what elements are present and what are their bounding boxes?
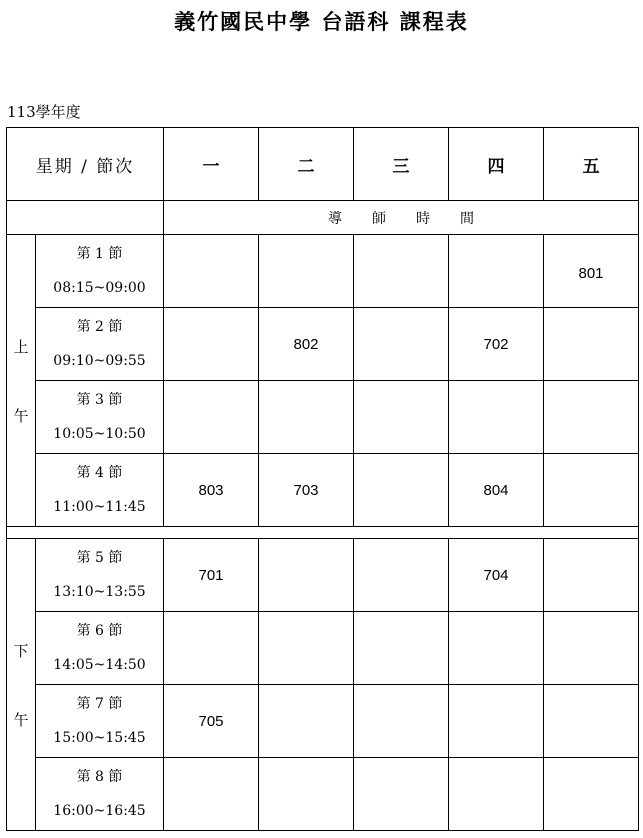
class-cell: [449, 235, 544, 308]
class-cell: [449, 381, 544, 454]
class-cell: [259, 381, 354, 454]
noon-separator: [7, 527, 639, 539]
period-row: [7, 539, 639, 612]
day-mon: 一: [164, 128, 259, 201]
class-cell: [259, 758, 354, 831]
class-cell: 703: [259, 454, 354, 527]
period-row: [7, 381, 639, 454]
period-row: [7, 685, 639, 758]
class-cell: [354, 308, 449, 381]
period-row: [7, 612, 639, 685]
class-cell: 801: [544, 235, 639, 308]
period-cell: 第 4 節 11:00~11:45: [36, 454, 164, 527]
class-cell: [449, 758, 544, 831]
period-row: [7, 308, 639, 381]
class-cell: [544, 308, 639, 381]
class-cell: [354, 539, 449, 612]
period-row: [7, 454, 639, 527]
class-cell: [354, 235, 449, 308]
period-cell: 第 3 節 10:05~10:50: [36, 381, 164, 454]
afternoon-label: 下 午: [7, 539, 36, 831]
tutor-row-blank: [7, 201, 164, 235]
class-cell: [354, 612, 449, 685]
class-cell: [259, 235, 354, 308]
class-cell: 802: [259, 308, 354, 381]
school-year-label: 113學年度: [7, 103, 81, 121]
tutor-row: [7, 201, 639, 235]
class-cell: [164, 758, 259, 831]
day-fri: 五: [544, 128, 639, 201]
class-cell: 702: [449, 308, 544, 381]
class-cell: [544, 612, 639, 685]
header-row: [7, 128, 639, 201]
class-cell: 701: [164, 539, 259, 612]
page-title: 義竹國民中學 台語科 課程表: [174, 9, 469, 34]
class-cell: [164, 308, 259, 381]
day-wed: 三: [354, 128, 449, 201]
class-cell: [544, 685, 639, 758]
tutor-time-label: 導師時間: [164, 201, 639, 235]
class-cell: [544, 758, 639, 831]
period-row: [7, 235, 639, 308]
class-cell: 803: [164, 454, 259, 527]
header-corner: 星期 / 節次: [7, 128, 164, 201]
morning-label: 上 午: [7, 235, 36, 527]
class-cell: 804: [449, 454, 544, 527]
class-cell: 705: [164, 685, 259, 758]
class-cell: [354, 381, 449, 454]
class-cell: [259, 612, 354, 685]
period-cell: 第 2 節 09:10~09:55: [36, 308, 164, 381]
class-cell: [449, 685, 544, 758]
class-cell: [544, 381, 639, 454]
period-cell: 第 6 節 14:05~14:50: [36, 612, 164, 685]
class-cell: [544, 454, 639, 527]
class-cell: [164, 381, 259, 454]
class-cell: [354, 454, 449, 527]
period-cell: 第 7 節 15:00~15:45: [36, 685, 164, 758]
class-cell: 704: [449, 539, 544, 612]
class-cell: [259, 685, 354, 758]
period-row: [7, 758, 639, 831]
schedule-table: [6, 127, 639, 831]
class-cell: [164, 612, 259, 685]
period-cell: 第 5 節 13:10~13:55: [36, 539, 164, 612]
class-cell: [164, 235, 259, 308]
class-cell: [354, 758, 449, 831]
class-cell: [259, 539, 354, 612]
day-thu: 四: [449, 128, 544, 201]
class-cell: [449, 612, 544, 685]
day-tue: 二: [259, 128, 354, 201]
period-cell: 第 1 節 08:15~09:00: [36, 235, 164, 308]
class-cell: [544, 539, 639, 612]
period-cell: 第 8 節 16:00~16:45: [36, 758, 164, 831]
noon-separator-cell: [7, 527, 639, 539]
class-cell: [354, 685, 449, 758]
